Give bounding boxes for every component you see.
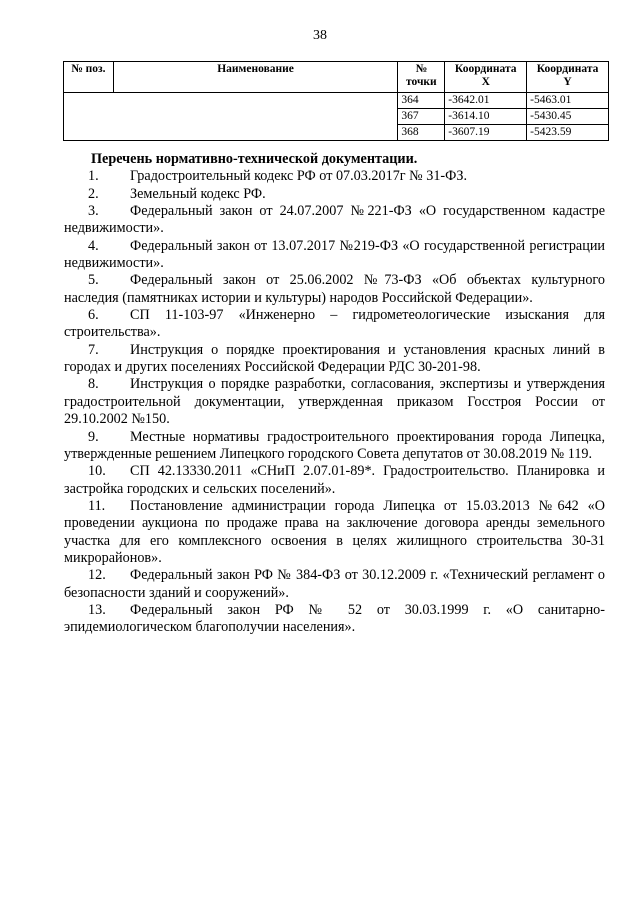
list-item bbox=[64, 203, 605, 238]
cell-point: 368 bbox=[398, 125, 445, 141]
list-item-text: Земельный кодекс РФ. bbox=[130, 185, 266, 202]
list-item bbox=[64, 463, 605, 498]
list-item bbox=[64, 186, 605, 203]
list-heading: Перечень нормативно-технической документации. bbox=[91, 151, 418, 167]
list-item-number: 8. bbox=[88, 376, 99, 393]
list-item-text: Федеральный закон РФ № 384-ФЗ от 30.12.2009 г. «Технический регламент о безопасности зданий и сооружений». bbox=[64, 567, 605, 601]
coordinates-table bbox=[63, 61, 609, 141]
cell-y: -5463.01 bbox=[527, 93, 609, 109]
cell-point: 367 bbox=[398, 109, 445, 125]
list-item-number: 5. bbox=[88, 272, 99, 289]
cell-x: -3614.10 bbox=[445, 109, 527, 125]
list-item-number: 2. bbox=[88, 185, 99, 202]
list-item-number: 7. bbox=[88, 341, 99, 358]
list-item-text: СП 11-103-97 «Инженерно – гидрометеологические изыскания для строительства». bbox=[64, 307, 605, 341]
header-coord-x bbox=[445, 62, 527, 93]
list-item-number: 11. bbox=[88, 497, 106, 514]
table-header-row bbox=[64, 62, 609, 93]
table-row bbox=[64, 93, 609, 109]
header-coord-y-line2: Y bbox=[563, 76, 572, 88]
list-item-text: Федеральный закон от 24.07.2007 №221-ФЗ «О государственном кадастре недвижимости». bbox=[64, 203, 605, 237]
list-item-text: Инструкция о порядке разработки, согласования, экспертизы и утверждения градостроительной документации, утвержденная приказом Госстроя России от 29.10.2002 №150. bbox=[64, 376, 605, 428]
list-item bbox=[64, 307, 605, 342]
header-coord-x-line2: X bbox=[481, 76, 490, 88]
list-item-number: 6. bbox=[88, 307, 99, 324]
list-item-text: Федеральный закон от 25.06.2002 №73-ФЗ «Об объектах культурного наследия (памятниках истории и культуры) народов Российской Федерации». bbox=[64, 272, 605, 306]
list-item-text: Инструкция о порядке проектирования и установления красных линий в городах и других поселениях Российской Федерации РДС 30-201-98. bbox=[64, 341, 605, 376]
list-item-text: СП 42.13330.2011 «СНиП 2.07.01-89*. Градостроительство. Планировка и застройка городских и сельских поселений». bbox=[64, 463, 605, 497]
list-item-text: Федеральный закон РФ № 52 от 30.03.1999 г. «О санитарно-эпидемиологическом благополучии населения». bbox=[64, 601, 605, 636]
list-item-number: 13. bbox=[88, 601, 106, 618]
list-item bbox=[64, 168, 605, 185]
list-item-text: Федеральный закон от 13.07.2017 №219-ФЗ «О государственной регистрации недвижимости». bbox=[64, 237, 605, 272]
cell-point: 364 bbox=[398, 93, 445, 109]
list-item-text: Градостроительный кодекс РФ от 07.03.2017г № 31-ФЗ. bbox=[130, 168, 468, 185]
header-position: № поз. bbox=[64, 62, 114, 93]
list-item-number: 4. bbox=[88, 237, 99, 254]
merged-empty-cell bbox=[64, 93, 398, 141]
list-item bbox=[64, 498, 605, 567]
cell-x: -3642.01 bbox=[445, 93, 527, 109]
header-coord-y-line1: Координата bbox=[536, 63, 599, 75]
list-item bbox=[64, 567, 605, 602]
regulatory-documents-list bbox=[64, 151, 605, 637]
list-item-text: Местные нормативы градостроительного проектирования города Липецка, утвержденные решением Липецкого городского Совета депутатов от 30.08.2019 № 119. bbox=[64, 428, 605, 462]
header-coord-x-line1: Координата bbox=[454, 63, 517, 75]
list-item bbox=[64, 342, 605, 377]
cell-x: -3607.19 bbox=[445, 125, 527, 141]
page-number: 38 bbox=[313, 28, 327, 43]
header-point-line2: точки bbox=[406, 76, 437, 88]
cell-y: -5423.59 bbox=[527, 125, 609, 141]
header-point-line1: № bbox=[415, 63, 428, 75]
header-name: Наименование bbox=[113, 62, 398, 93]
header-point bbox=[398, 62, 445, 93]
list-item-text: Постановление администрации города Липецка от 15.03.2013 №642 «О проведении аукциона по продаже права на заключение договора аренды земельного участка для его комплексного освоения в целях жилищного строительства 30-31 микрорайонов». bbox=[64, 497, 605, 566]
list-item bbox=[64, 238, 605, 273]
list-item bbox=[64, 429, 605, 464]
list-item-number: 3. bbox=[88, 203, 99, 220]
list-item-number: 9. bbox=[88, 428, 99, 445]
header-coord-y bbox=[527, 62, 609, 93]
list-item bbox=[64, 376, 605, 428]
list-item bbox=[64, 272, 605, 307]
list-item bbox=[64, 602, 605, 637]
cell-y: -5430.45 bbox=[527, 109, 609, 125]
list-item-number: 12. bbox=[88, 567, 106, 584]
list-item-number: 1. bbox=[88, 168, 99, 185]
list-item-number: 10. bbox=[88, 463, 106, 480]
